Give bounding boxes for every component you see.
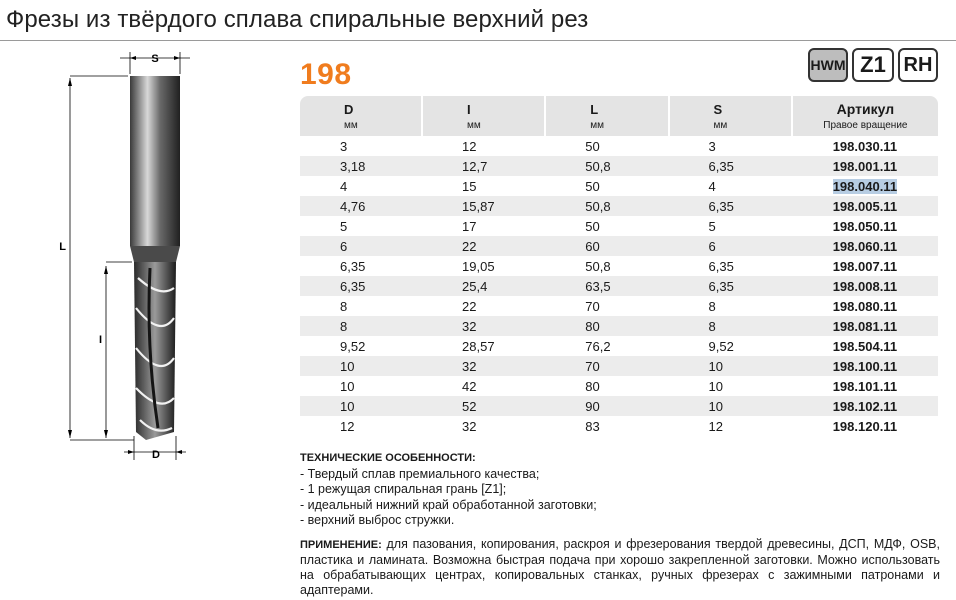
table-row: 10 32 70 10 198.100.11 [300,356,938,376]
series-number: 198 [300,58,352,91]
application-block [300,537,940,598]
header-i: I мм [422,96,545,136]
rh-badge: RH [898,48,938,82]
title-divider [0,40,956,41]
header-article: Артикул Правое вращение [792,96,938,136]
dim-d-label: D [152,449,160,461]
header-d: D мм [300,96,422,136]
table-row: 6 22 60 6 198.060.11 [300,236,938,256]
dim-s-label: S [151,53,159,65]
table-row: 8 22 70 8 198.080.11 [340,298,898,314]
table-row: 3,18 12,7 50,8 6,35 198.001.11 [300,156,938,176]
dim-l-label: L [59,241,66,253]
features-block [300,451,940,529]
table-row: 4,76 15,87 50,8 6,35 198.005.11 [300,196,938,216]
features-item: - 1 режущая спиральная грань [Z1]; [300,482,507,496]
table-row: 10 52 90 10 198.102.11 [300,396,938,416]
features-item: - верхний выброс стружки. [300,513,455,527]
header-s: S мм [669,96,792,136]
hwm-badge: HWM [808,48,848,82]
dim-i-label: I [98,334,102,346]
features-item: - идеальный нижний край обработанной заготовки; [300,497,597,512]
badge-group [808,48,938,82]
application-text: для пазования, копирования, раскроя и фрезерования твердой древесины, ДСП, МДФ, OSB, пластика и ламината. Возможна быстрая подача при хорошо закрепленной заготовки. Можно использовать на обрабатывающих центрах, копировальных станках, ручных фрезерах с зажимными патронами и адаптерами. [300,537,940,597]
header-l: L мм [545,96,668,136]
table-row: 4 15 50 4 198.040.11 [340,178,898,194]
table-row: 10 42 80 10 198.101.11 [340,378,898,394]
spec-table [300,96,938,436]
application-heading: ПРИМЕНЕНИЕ: [300,539,382,551]
page-title: Фрезы из твёрдого сплава спиральные верхний рез [6,6,589,33]
table-row: 6,35 19,05 50,8 6,35 198.007.11 [340,258,898,274]
table-row: 3 12 50 3 198.030.11 [340,138,898,154]
table-row: 12 32 83 12 198.120.11 [340,418,898,434]
router-bit-drawing [50,48,210,468]
features-item: - Твердый сплав премиального качества; [300,466,540,481]
table-row: 9,52 28,57 76,2 9,52 198.504.11 [340,338,898,354]
table-row: 5 17 50 5 198.050.11 [340,218,898,234]
table-header-row [300,96,938,136]
features-heading: ТЕХНИЧЕСКИЕ ОСОБЕННОСТИ: [300,452,476,464]
selected-article[interactable]: 198.040.11 [832,178,898,194]
z1-badge: Z1 [852,48,894,82]
table-row: 8 32 80 8 198.081.11 [300,316,938,336]
table-row: 6,35 25,4 63,5 6,35 198.008.11 [300,276,938,296]
